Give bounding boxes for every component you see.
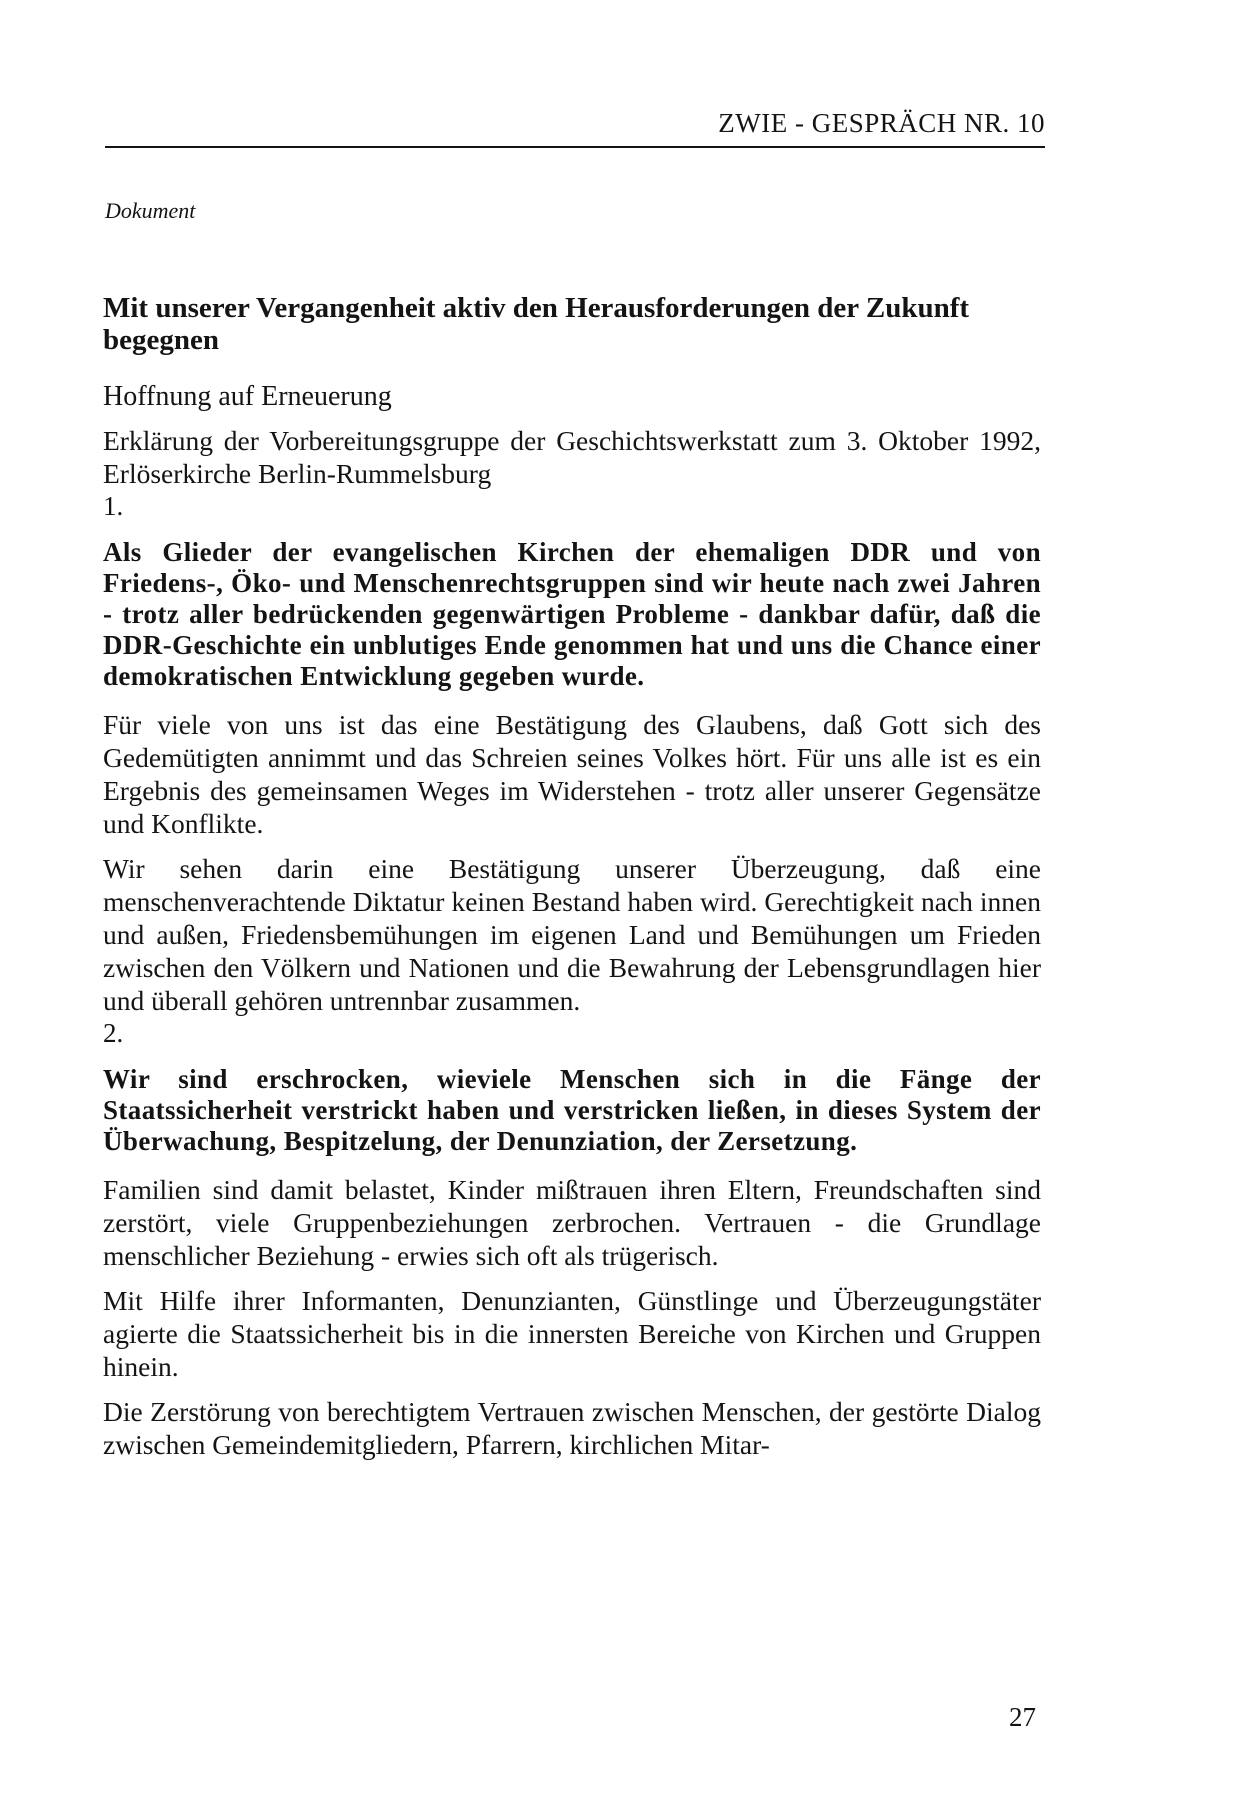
intro-paragraph: Erklärung der Vorbereitungsgruppe der Geschichtswerkstatt zum 3. Oktober 1992, Erlöserkirche Berlin-Rummelsburg — [103, 425, 1041, 489]
header-rule — [105, 146, 1045, 148]
body-paragraph: Mit Hilfe ihrer Informanten, Denunzianten, Günstlinge und Überzeugungstäter agierte die Staatssicherheit bis in die innersten Bereiche von Kirchen und Gruppen hinein. — [103, 1285, 1041, 1382]
article-title: Mit unserer Vergangenheit aktiv den Herausforderungen der Zukunft begegnen — [103, 292, 970, 356]
section-number: 2. — [103, 1018, 124, 1048]
body-paragraph: Familien sind damit belastet, Kinder mißtrauen ihren Eltern, Freundschaften sind zerstört, viele Gruppenbeziehungen zerbrochen. Vertrauen - die Grundlage menschlicher Beziehung - erwies sich oft als trügerisch. — [103, 1174, 1041, 1271]
body-paragraph: Wir sehen darin eine Bestätigung unserer Überzeugung, daß eine menschenverachtende Diktatur keinen Bestand haben wird. Gerechtigkeit nach innen und außen, Friedensbemühungen im eigenen Land und Bemühungen um Frieden zwischen den Völkern und Nationen und die Bewahrung der Lebensgrundlagen hier und überall gehören untrennbar zusammen. — [103, 853, 1041, 1016]
section-1 — [103, 490, 1041, 1017]
main-content — [103, 292, 1041, 1473]
section-lead-bold: Wir sind erschrocken, wieviele Menschen sich in die Fänge der Staatssicherheit verstrickt haben und verstricken ließen, in dieses System der Überwachung, Bespitzelung, der Denunziation, der Zersetzung. — [103, 1064, 1041, 1156]
article-subtitle: Hoffnung auf Erneuerung — [103, 381, 392, 412]
document-label: Dokument — [105, 198, 196, 223]
body-paragraph: Die Zerstörung von berechtigtem Vertrauen zwischen Menschen, der gestörte Dialog zwischen Gemeindemitgliedern, Pfarrern, kirchlichen Mitar- — [103, 1396, 1041, 1460]
section-number: 1. — [103, 491, 124, 521]
section-lead-bold: Als Glieder der evangelischen Kirchen der ehemaligen DDR und von Friedens-, Öko- und Menschenrechtsgruppen sind wir heute nach zwei Jahren - trotz aller bedrückenden gegenwärtigen Probleme - dankbar dafür, daß die DDR-Geschichte ein unblutiges Ende genommen hat und uns die Chance einer demokratischen Entwicklung gegeben wurde. — [103, 537, 1041, 691]
body-paragraph: Für viele von uns ist das eine Bestätigung des Glaubens, daß Gott sich des Gedemütigten annimmt und das Schreien seines Volkes hört. Für uns alle ist es ein Ergebnis des gemeinsamen Weges im Widerstehen - trotz aller unserer Gegensätze und Konflikte. — [103, 709, 1041, 839]
page-number: 27 — [1009, 1702, 1036, 1732]
running-header: ZWIE - GESPRÄCH NR. 10 — [718, 108, 1045, 138]
section-2 — [103, 1017, 1041, 1461]
